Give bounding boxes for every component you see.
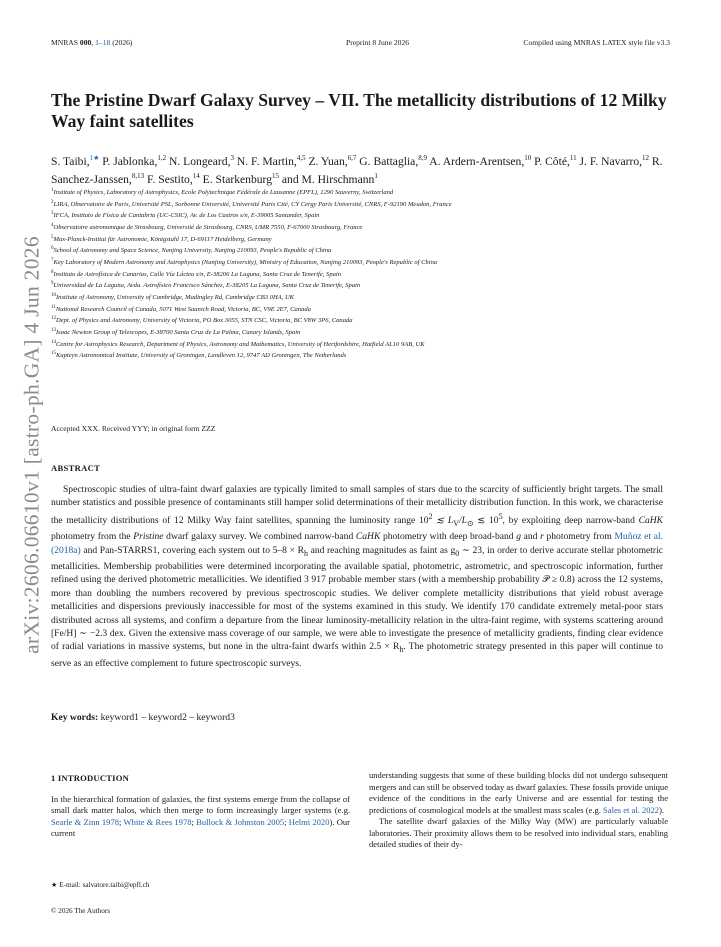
corresponding-author-footnote: ★ E-mail: salvatore.taibi@epfl.ch [51, 881, 150, 889]
intro-right-column [369, 770, 668, 851]
citation-sales-link[interactable]: Sales et al. 2022 [603, 804, 660, 815]
page-range-link[interactable]: 1–18 [95, 38, 111, 47]
affiliation-item: $^5$Max-Planck-Institut für Astronomie, Königstuhl 17, D-69117 Heidelberg, Germany [51, 234, 272, 243]
affiliation-item: $^{10}$Institute of Astronomy, University of Cambridge, Madingley Rd, Cambridge CB3 0HA, UK [51, 293, 295, 302]
intro-paragraph-1: In the hierarchical formation of galaxies, the first systems emerge from the collapse of small dark matter halos, which then merge to form increasingly larger systems (e.g. Searle & Zinn 1978; White & Rees 1978; Bullock & Johnston 2005; Helmi 2020). Our current [51, 793, 351, 838]
author-entry: A. Ardern-Arentsen,$^{10}$ [426, 154, 532, 168]
affiliation-item: $^{12}$Dept. of Physics and Astronomy, University of Victoria, PO Box 3055, STN CSC, Victoria, BC V8W 3P6, Canada [51, 316, 353, 325]
author-entry: S. Taibi,$^{1★}$ [51, 154, 100, 168]
affiliation-item: $^2$LIRA, Observatoire de Paris, Université PSL, Sorbonne Université, Université Paris Cité, CY Cergy Paris Université, CNRS, F-92190 Meudon, France [51, 199, 452, 208]
citation-searle-zinn-link[interactable]: Searle & Zinn 1978 [51, 816, 120, 827]
author-entry: G. Battaglia,$^{8,9}$ [356, 154, 427, 168]
author-entry: E. Starkenburg$^{15}$ [199, 171, 279, 186]
author-entry: N. Longeard,$^3$ [166, 154, 234, 168]
affiliation-item: $^6$School of Astronomy and Space Science, Nanjing University, Nanjing 210093, People's Republic of China [51, 246, 332, 255]
footnote-link[interactable]: 1★ [89, 154, 100, 162]
journal-citation: MNRAS 000, 1–18 (2026) [51, 38, 133, 47]
affiliation-list [51, 186, 671, 361]
compiled-note: Compiled using MNRAS LATEX style file v3.3 [523, 38, 670, 47]
author-entry: P. Côté,$^{11}$ [531, 154, 577, 168]
abstract-text: Spectroscopic studies of ultra-faint dwarf galaxies are typically limited to small samples of stars due to the scarcity of sufficiently bright targets. The small number statistics and possible presence of contaminants still hamper solid determinations of their metallicity distribution function. In this work, we characterise the metallicity distributions of 12 Milky Way faint satellites, spanning the luminosity range $10^2$ ≲ $L_V/L_⊙$ ≲ $10^5$, by exploiting deep narrow-band CaHK photometry from the Pristine dwarf galaxy survey. We combined narrow-band CaHK photometry with deep broad-band g and r photometry from Muñoz et al. (2018a) and Pan-STARRS1, covering each system out to $5-8 \times R_h$ and reaching magnitudes as faint as $g_0$ ∼ 23, in order to derive accurate stellar photometric metallicities. Membership probabilities were determined incorporating the available spatial, photometric, astrometric, and spectroscopic information, further refined using the derived photometric metallicities. We identified 3 917 probable member stars (with a membership probability 𝒫 ≥ 0.8) across the 12 systems, more than doubling the numbers recovered by previous spectroscopic studies. We deliver complete metallicity distributions that yield robust average metallicities and dispersions previously inaccessible for most of the systems examined in this study. We identify 170 candidate extremely metal-poor stars distributed across all systems, and confirm a departure from the linear luminosity-metallicity relation in the ultra-faint regime, with systems scattering around [Fe/H] ∼ −2.3 dex. Given the extensive mass coverage of our sample, we were able to investigate the presence of metallicity gradients, finding clear evidence of radial variations in massive systems, but none in the ultra-faint dwarfs within $2.5 \times R_h$. The photometric strategy presented in this paper will continue to serve as an effective complement to future spectroscopic surveys. [51, 484, 664, 669]
paper-title: The Pristine Dwarf Galaxy Survey – VII. The metallicity distributions of 12 Milky Way faint satellites [51, 90, 667, 131]
author-entry: and M. Hirschmann$^1$ [279, 171, 378, 186]
affiliation-item: $^{15}$Kapteyn Astronomical Institute, University of Groningen, Landleven 12, 9747 AD Groningen, The Netherlands [51, 351, 347, 360]
citation-helmi-link[interactable]: Helmi 2020 [288, 816, 330, 827]
author-entry: N. F. Martin,$^{4,5}$ [233, 154, 306, 168]
keywords-label: Key words: [51, 712, 99, 723]
running-header [51, 38, 670, 50]
author-entry: F. Sestito,$^{14}$ [144, 171, 200, 186]
affiliation-item: $^{13}$Isaac Newton Group of Telescopes, E-38700 Santa Cruz de La Palma, Canary Islands, Spain [51, 328, 301, 337]
intro-paragraph-2: The satellite dwarf galaxies of the Milky Way (MW) are particularly valuable laboratories. Their proximity allows them to be resolved into individual stars, enabling detailed studies of their dy- [369, 816, 668, 849]
citation-white-rees-link[interactable]: White & Rees 1978 [123, 816, 192, 827]
arxiv-identifier: arXiv:2606.06610v1 [astro-ph.GA] 4 Jun 2026 [19, 236, 44, 654]
citation-munoz-link[interactable]: Muñoz et al. (2018a) [51, 531, 664, 556]
affiliation-item: $^7$Key Laboratory of Modern Astronomy and Astrophysics (Nanjing University), Ministry of Education, Nanjing 210093, People's Republic of China [51, 258, 438, 267]
author-entry: R. Sanchez-Janssen,$^{8,13}$ [51, 154, 663, 186]
author-list [51, 151, 673, 187]
arxiv-sidebar [19, 236, 44, 654]
star-footnote-icon: ★ [51, 881, 58, 889]
abstract-heading: ABSTRACT [51, 463, 101, 473]
preprint-date: Preprint 8 June 2026 [346, 38, 410, 47]
affiliation-item: $^4$Observatoire astronomique de Strasbourg, Université de Strasbourg, CNRS, UMR 7550, F-67000 Strasbourg, France [51, 223, 363, 232]
affiliation-item: $^1$Institute of Physics, Laboratory of Astrophysics, Ecole Polytechnique Fédérale de Lausanne (EPFL), 1290 Sauverny, Switzerland [51, 188, 394, 197]
accepted-line: Accepted XXX. Received YYY; in original form ZZZ [51, 424, 216, 433]
copyright-line: © 2026 The Authors [51, 907, 111, 915]
affiliation-item: $^{11}$National Research Council of Canada, 5071 West Saanich Road, Victoria, BC, V9E 2E7, Canada [51, 304, 311, 313]
author-entry: Z. Yuan,$^{6,7}$ [305, 154, 357, 168]
affiliation-item: $^8$Instituto de Astrofísica de Canarias, Calle Vía Láctea s/n, E-38206 La Laguna, Santa Cruz de Tenerife, Spain [51, 269, 341, 278]
section-heading-introduction: 1 INTRODUCTION [51, 773, 130, 783]
intro-paragraph-1-cont: understanding suggests that some of these building blocks did not undergo subsequent mergers and can still be observed today as dwarf galaxies. These fossils provide unique evidence of the conditions in the early Universe and are essential for testing the predictions of cosmological models at the smallest mass scales (e.g. Sales et al. 2022). [369, 770, 668, 815]
affiliation-item: $^9$Universidad de La Laguna, Avda. Astrofísico Francisco Sánchez, E-38205 La Laguna, Santa Cruz de Tenerife, Spain [51, 281, 361, 290]
citation-bullock-johnston-link[interactable]: Bullock & Johnston 2005 [196, 816, 285, 827]
intro-left-column [51, 773, 350, 840]
affiliation-item: $^3$IFCA, Instituto de Física de Cantabria (UC-CSIC), Av. de Los Castros s/n, E-39005 Santander, Spain [51, 211, 320, 220]
author-entry: P. Jablonka,$^{1,2}$ [99, 154, 167, 168]
author-entry: J. F. Navarro,$^{12}$ [576, 154, 650, 168]
affiliation-item: $^{14}$Centre for Astrophysics Research, Department of Physics, Astronomy and Mathematics, University of Hertfordshire, Hatfield AL10 9AB, UK [51, 339, 425, 348]
keywords-value: keyword1 – keyword2 – keyword3 [100, 712, 235, 723]
keywords-line [51, 712, 235, 723]
